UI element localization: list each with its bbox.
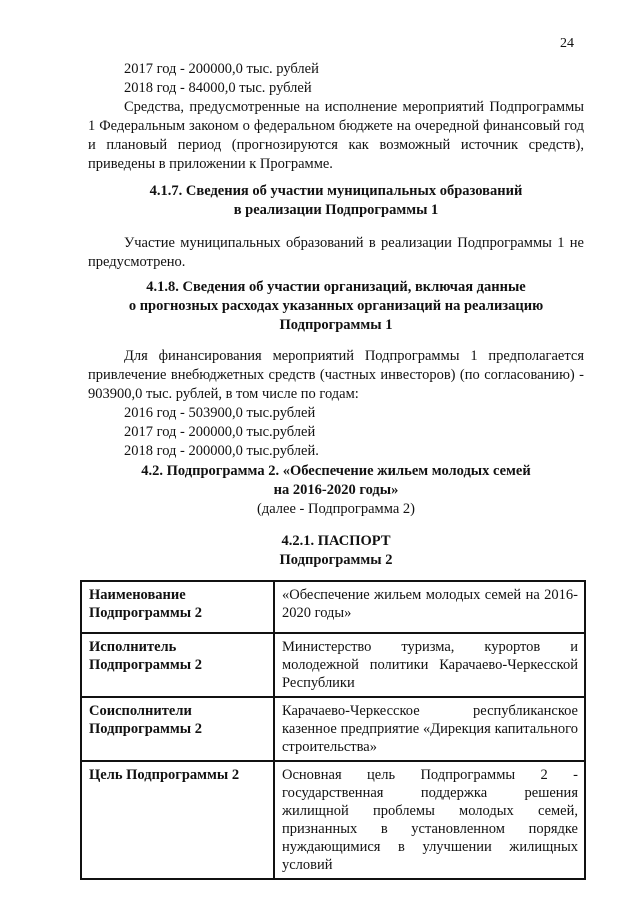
section-heading-line: на 2016-2020 годы» xyxy=(273,482,399,498)
year-line: 2018 год - 200000,0 тыс.рублей. xyxy=(124,443,319,459)
section-4-2-1 xyxy=(88,532,584,570)
row-value: «Обеспечение жильем молодых семей на 2016-2020 годы» xyxy=(274,581,585,633)
row-label-line: Подпрограммы 2 xyxy=(89,721,202,737)
section-text: Для финансирования мероприятий Подпрограммы 1 предполагается привлечение внебюджетных средств (частных инвесторов) (по согласованию) - 903900,0 тыс. рублей, в том числе по годам: xyxy=(88,348,584,402)
section-subtitle: (далее - Подпрограмма 2) xyxy=(257,501,415,517)
section-heading-line: 4.1.7. Сведения об участии муниципальных образований xyxy=(149,183,523,199)
table-row xyxy=(81,581,585,633)
row-label xyxy=(81,761,274,879)
year-line: 2016 год - 503900,0 тыс.рублей xyxy=(124,405,316,421)
table-row xyxy=(81,761,585,879)
row-value: Основная цель Подпрограммы 2 - государственная поддержка решения жилищной проблемы молодых семей, признанных в установленном порядке нуждающимися в улучшении жилищных условий xyxy=(274,761,585,879)
section-heading-line: в реализации Подпрограммы 1 xyxy=(233,202,439,218)
table-row xyxy=(81,633,585,697)
section-4-1-7 xyxy=(88,182,584,272)
table-row xyxy=(81,697,585,761)
intro-line: 2017 год - 200000,0 тыс. рублей xyxy=(124,61,319,77)
section-heading-line: 4.2.1. ПАСПОРТ xyxy=(281,533,391,549)
intro-paragraph: Средства, предусмотренные на исполнение мероприятий Подпрограммы 1 Федеральным законом о федеральном бюджете на очередной финансовый год и плановый период (прогнозируются как возможный источник средств), приведены в приложении к Программе. xyxy=(88,99,584,172)
row-value: Карачаево-Черкесское республиканское казенное предприятие «Дирекция капитального строительства» xyxy=(274,697,585,761)
row-label-line: Подпрограммы 2 xyxy=(89,657,202,673)
row-label-line: Наименование xyxy=(89,587,186,603)
row-label-line: Цель Подпрограммы 2 xyxy=(89,767,240,783)
section-heading-line: о прогнозных расходах указанных организаций на реализацию xyxy=(128,298,544,314)
passport-table xyxy=(80,580,586,880)
row-value: Министерство туризма, курортов и молодежной политики Карачаево-Черкесской Республики xyxy=(274,633,585,697)
section-heading-line: Подпрограммы 2 xyxy=(279,552,393,568)
year-line: 2017 год - 200000,0 тыс.рублей xyxy=(124,424,316,440)
row-label xyxy=(81,581,274,633)
section-heading-line: 4.2. Подпрограмма 2. «Обеспечение жильем молодых семей xyxy=(141,463,531,479)
row-label xyxy=(81,633,274,697)
row-label-line: Подпрограммы 2 xyxy=(89,605,202,621)
section-heading-line: Подпрограммы 1 xyxy=(279,317,393,333)
section-4-2 xyxy=(88,462,584,519)
section-4-1-8 xyxy=(88,278,584,461)
row-label-line: Соисполнители xyxy=(89,703,192,719)
section-heading-line: 4.1.8. Сведения об участии организаций, включая данные xyxy=(146,279,526,295)
page-number: 24 xyxy=(560,36,574,51)
intro-block xyxy=(88,60,584,174)
section-text: Участие муниципальных образований в реализации Подпрограммы 1 не предусмотрено. xyxy=(88,235,584,270)
intro-line: 2018 год - 84000,0 тыс. рублей xyxy=(124,80,312,96)
row-label-line: Исполнитель xyxy=(89,639,177,655)
row-label xyxy=(81,697,274,761)
